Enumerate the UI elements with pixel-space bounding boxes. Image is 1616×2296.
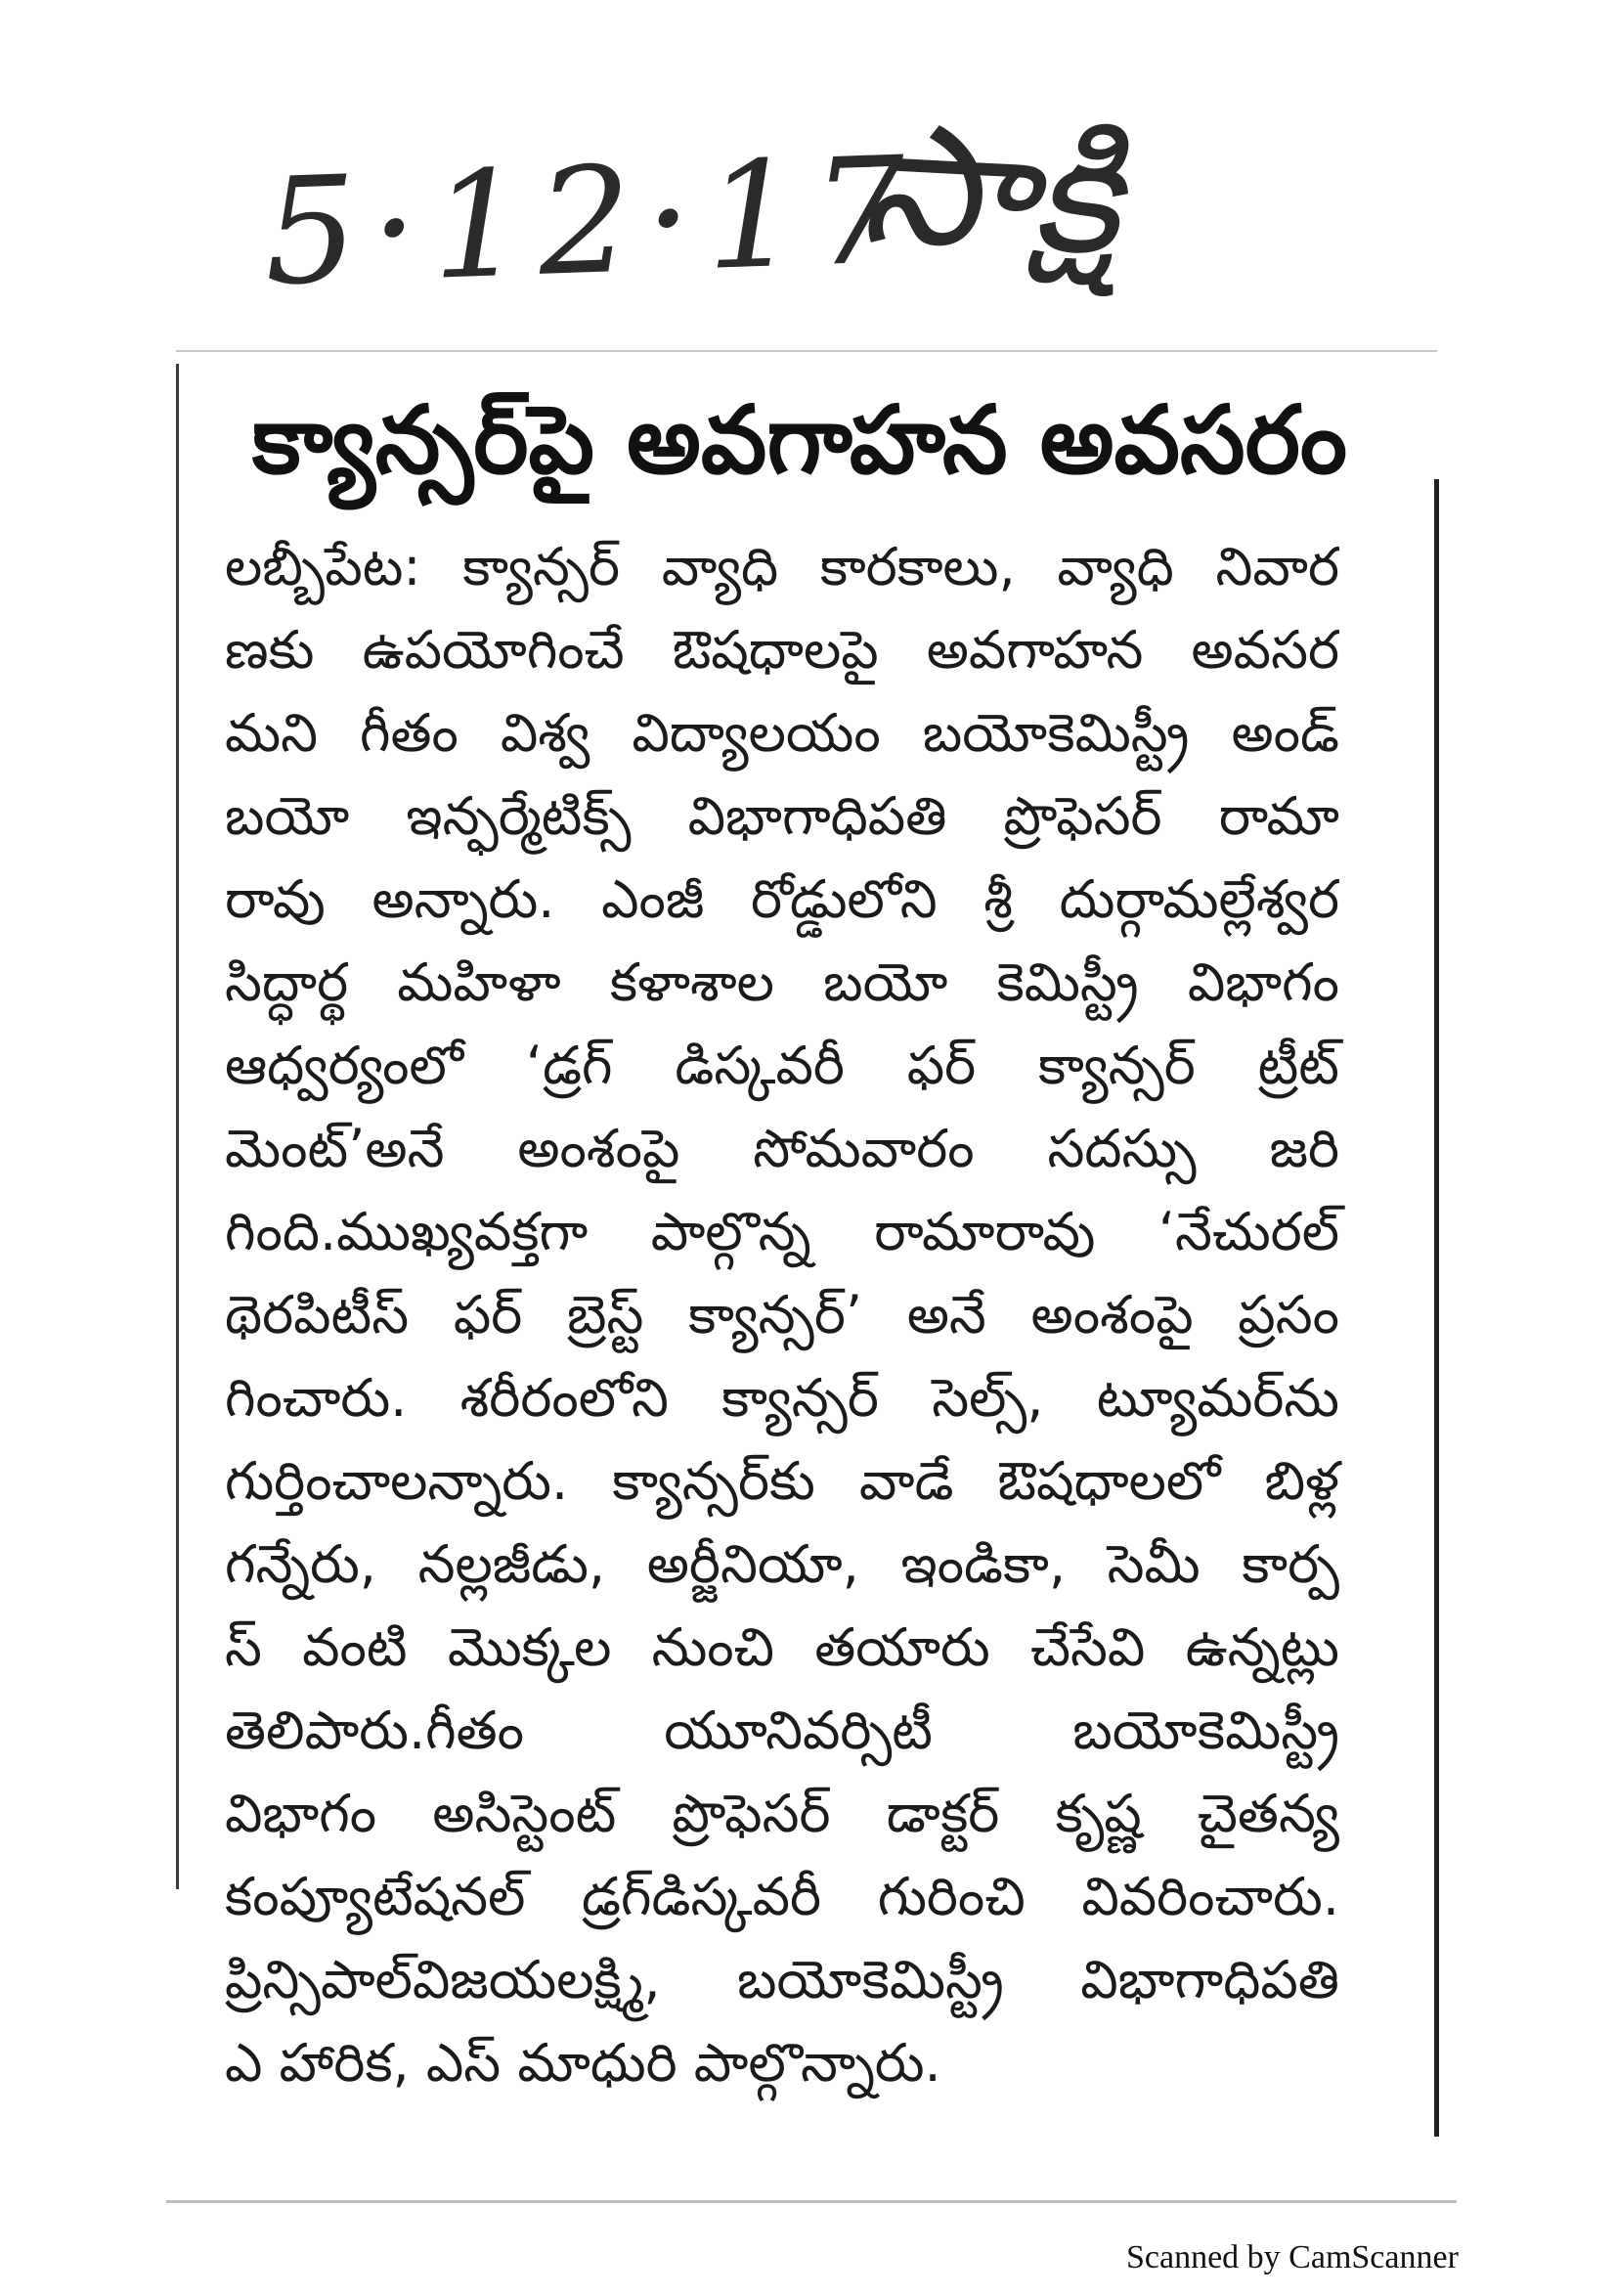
- article-line: మెంట్’అనే అంశంపై సోమవారం సదస్సు జరి: [225, 1118, 1339, 1179]
- article-line: గింది.ముఖ్యవక్తగా పాల్గొన్న రామారావు ‘నేచురల్: [225, 1201, 1339, 1262]
- newspaper-article: [225, 376, 1348, 2104]
- article-line: ఎ హారిక, ఎస్ మాధురి పాల్గొన్నారు.: [225, 2032, 941, 2094]
- article-body: [225, 525, 1339, 2104]
- article-line: లబ్బీపేట: క్యాన్సర్ వ్యాధి కారకాలు, వ్యాధి నివార: [225, 536, 1339, 597]
- clipping-left-edge: [176, 364, 179, 1889]
- article-line: రావు అన్నారు. ఎంజీ రోడ్డులోని శ్రీ దుర్గామల్లేశ్వర: [225, 868, 1339, 930]
- article-line: మని గీతం విశ్వ విద్యాలయం బయోకెమిస్ట్రీ అండ్: [225, 702, 1339, 764]
- clipping-top-edge: [176, 350, 1437, 352]
- handwritten-date: 5·12·17: [261, 125, 923, 319]
- article-line: సిద్ధార్థ మహిళా కళాశాల బయో కెమిస్ట్రీ విభాగం: [225, 951, 1339, 1013]
- article-line: ణకు ఉపయోగించే ఔషధాలపై అవగాహన అవసర: [225, 619, 1339, 681]
- clipping-bottom-edge: [166, 2200, 1457, 2203]
- article-line: విభాగం అసిస్టెంట్ ప్రొఫెసర్ డాక్టర్ కృష్ణ చైతన్య: [225, 1783, 1339, 1844]
- article-line: థెరపిటీస్ ఫర్ బ్రెస్ట్ క్యాన్సర్’ అనే అంశంపై ప్రసం: [225, 1284, 1339, 1346]
- article-line: కంప్యూటేషనల్ డ్రగ్‌డిస్కవరీ గురించి వివరించారు.: [225, 1866, 1339, 1927]
- article-line: స్ వంటి మొక్కల నుంచి తయారు చేసేవి ఉన్నట్లు: [225, 1616, 1339, 1678]
- scanner-watermark: Scanned by CamScanner: [1126, 2239, 1459, 2275]
- article-line: ప్రిన్సిపాల్‌విజయలక్ష్మి, బయోకెమిస్ట్రీ విభాగాధిపతి: [225, 1949, 1339, 2010]
- article-line: గుర్తించాలన్నారు. క్యాన్సర్‌కు వాడే ఔషధాలలో బిళ్ల: [225, 1450, 1339, 1512]
- article-line: బయో ఇన్ఫర్మేటిక్స్ విభాగాధిపతి ప్రొఫెసర్ రామా: [225, 785, 1339, 847]
- clipping-right-edge: [1434, 479, 1439, 2137]
- article-line: గన్నేరు, నల్లజీడు, అర్జీనియా, ఇండికా, సెమీ కార్ప: [225, 1533, 1339, 1595]
- article-headline: క్యాన్సర్‌పై అవగాహన అవసరం: [252, 385, 1348, 495]
- article-line: గించారు. శరీరంలోని క్యాన్సర్ సెల్స్, ట్యూమర్‌ను: [225, 1367, 1339, 1429]
- article-line: తెలిపారు.గీతం యూనివర్సిటీ బయోకెమిస్ట్రీ: [225, 1700, 1339, 1761]
- handwritten-newspaper-name: సాక్షి: [856, 86, 1125, 293]
- article-line: ఆధ్వర్యంలో ‘డ్రగ్ డిస్కవరీ ఫర్ క్యాన్సర్ ట్రీట్: [225, 1035, 1339, 1096]
